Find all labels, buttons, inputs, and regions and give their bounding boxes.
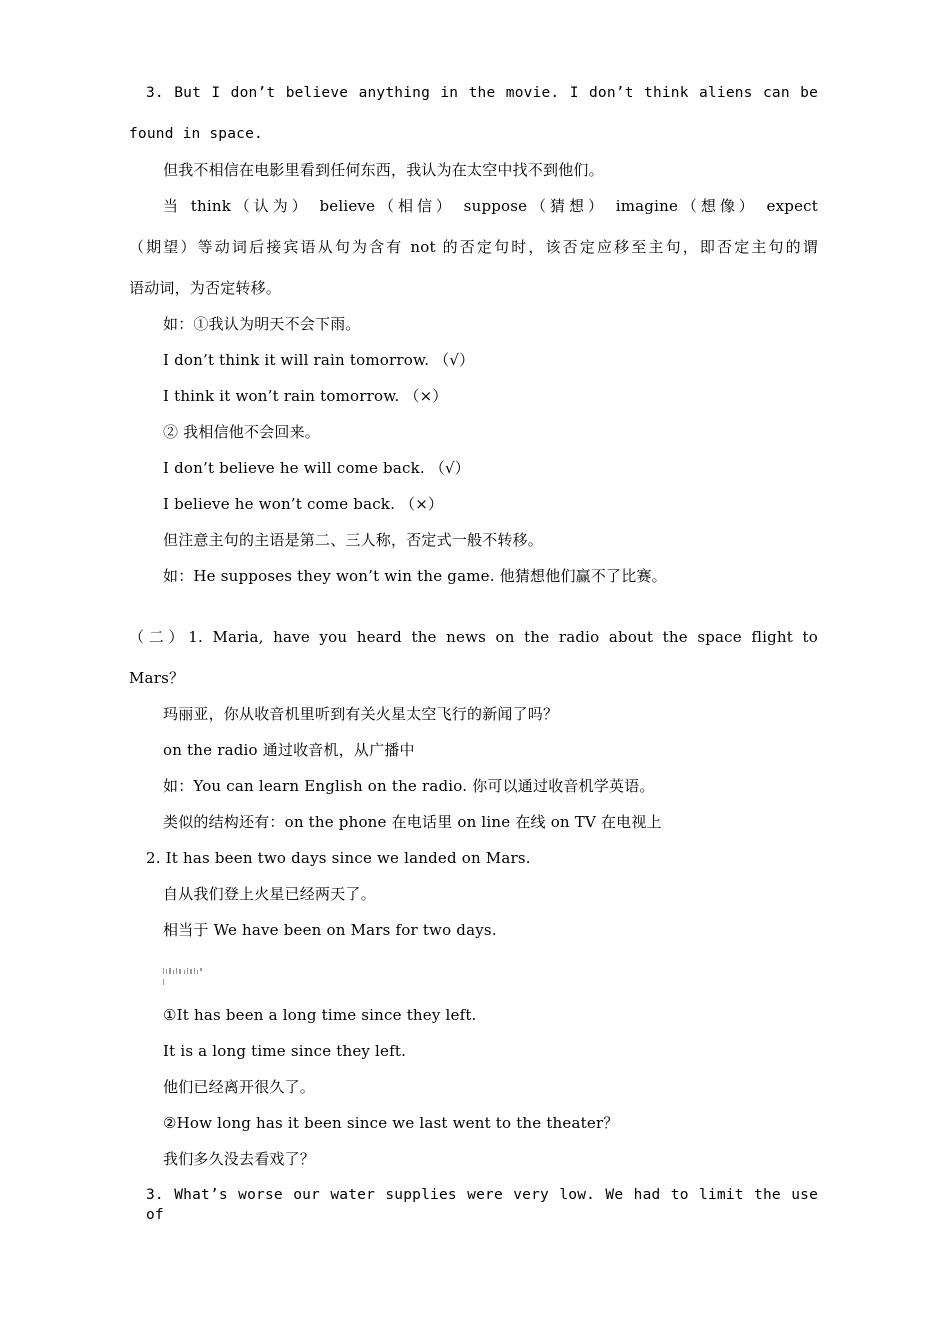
text-line: 但注意主句的主语是第二、三人称，否定式一般不转移。 — [163, 531, 544, 549]
text-line: 如：①我认为明天不会下雨。 — [163, 315, 361, 333]
text-line: Mars？ — [129, 669, 185, 687]
text-line: （二）1. Maria, have you heard the news on the radio about the space flight to — [129, 628, 818, 646]
text-line: 我们多久没去看戏了？ — [163, 1150, 316, 1168]
text-line: I think it won’t rain tomorrow. （×） — [163, 387, 448, 405]
text-line: on the radio 通过收音机，从广播中 — [163, 741, 415, 759]
text-line: （期望）等动词后接宾语从句为含有 not 的否定句时，该否定应移至主句，即否定主句的谓 — [129, 238, 818, 256]
scan-artifact — [163, 966, 211, 988]
text-line: ①It has been a long time since they left. — [163, 1006, 477, 1024]
text-line: 自从我们登上火星已经两天了。 — [163, 885, 376, 903]
text-line: 语动词，为否定转移。 — [129, 279, 282, 297]
text-line: I don’t believe he will come back. （√） — [163, 459, 470, 477]
text-line: 类似的结构还有：on the phone 在电话里 on line 在线 on TV 在电视上 — [163, 813, 662, 831]
text-line: 相当于 We have been on Mars for two days. — [163, 921, 497, 939]
text-line: 当 think（认为） believe（相信） suppose（猜想） imagine（想像） expect — [163, 197, 818, 215]
text-line: found in space. — [129, 126, 263, 142]
text-line: I don’t think it will rain tomorrow. （√） — [163, 351, 475, 369]
text-line: 3. But I don’t believe anything in the movie. I don’t think aliens can be — [146, 85, 818, 101]
text-line: 如：He supposes they won’t win the game. 他猜想他们赢不了比赛。 — [163, 567, 667, 585]
text-line: 他们已经离开很久了。 — [163, 1078, 316, 1096]
text-line: 如：You can learn English on the radio. 你可以通过收音机学英语。 — [163, 777, 655, 795]
text-line: ② 我相信他不会回来。 — [163, 423, 320, 441]
text-line: 2. It has been two days since we landed on Mars. — [146, 849, 531, 867]
text-line: ②How long has it been since we last went to the theater？ — [163, 1114, 619, 1132]
text-line: I believe he won’t come back. （×） — [163, 495, 444, 513]
text-line: 3. What’s worse our water supplies were very low. We had to limit the use of — [146, 1187, 818, 1223]
text-line: 但我不相信在电影里看到任何东西，我认为在太空中找不到他们。 — [163, 161, 604, 179]
text-line: 玛丽亚，你从收音机里听到有关火星太空飞行的新闻了吗？ — [163, 705, 559, 723]
text-line: It is a long time since they left. — [163, 1042, 407, 1060]
